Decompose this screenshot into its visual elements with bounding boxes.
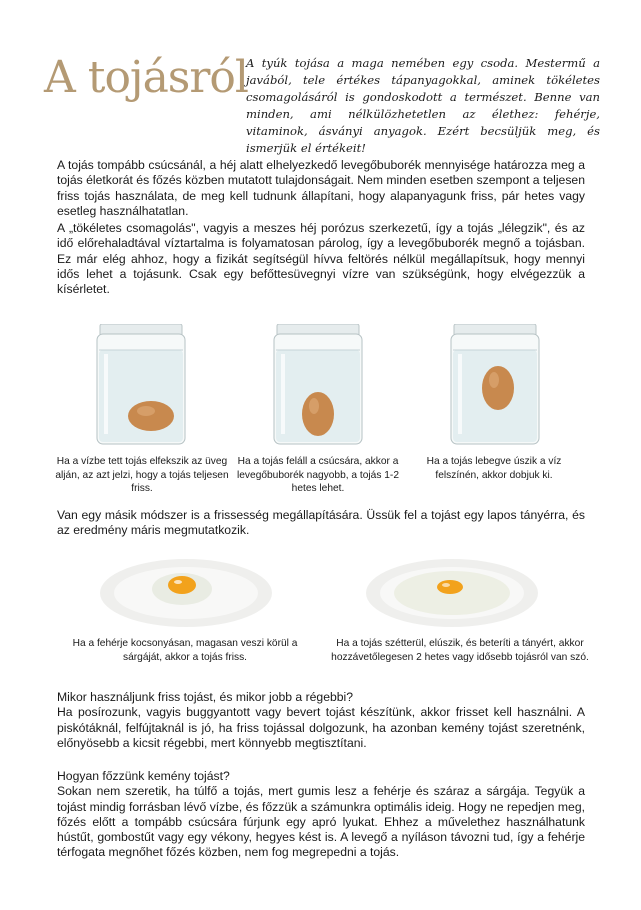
intro-text: A tyúk tojása a maga nemében egy csoda. Mestermű a javából, tele értékes tápanyagokkal, aminek tökéletes csomagolásáról is gondoskodott a természet. Benne van minden, ami nélkülözhetetlen az élethez: fehérje, vitaminok, ásványi anyagok. Ezért becsüljük meg, és ismerjük el értékeit!: [246, 56, 600, 155]
caption-fresh-plate: Ha a fehérje kocsonyásan, magasan veszi körül a sárgáját, akkor a tojás friss.: [72, 638, 298, 663]
answer-text: Sokan nem szeretik, ha túlfő a tojás, mert gumis lesz a fehérje és száraz a sárgája. Tegyük a tojást mindig forrásban lévő vízbe, és főzzük a számunkra optimális ideig. Hogy ne repedjen meg, főzés előtt a tompább csúcsára fúrjunk egy apró lyukat. Ehhez a művelethez használhatunk hústűt, gombostűt vagy egy vékony, hegyes kést is. A levegő a nyíláson távozni tud, így a fehérje térfogata megnőhet főzés közben, nem fog megrepedni a tojás.: [57, 784, 585, 860]
jar-fresh-egg-image: [96, 324, 186, 446]
jar-week-old-egg-image: [273, 324, 363, 446]
plate-old-egg-image: [364, 555, 540, 629]
question-heading: Hogyan főzzünk kemény tojást?: [57, 769, 230, 783]
answer-text: Ha posírozunk, vagyis buggyantott vagy bevert tojást készítünk, akkor frisset kell használni. A piskótáknál, felfújtaknál is jó, ha friss tojással dolgozunk, ha azonban kemény tojást szeretnénk, előnyösebb a kicsit régebbi, mert könnyebb megtisztítani.: [57, 705, 585, 750]
plate-fresh-egg-image: [98, 555, 274, 629]
paragraph-porous-shell: A „tökéletes csomagolás", vagyis a meszes héj porózus szerkezetű, így a tojás „lélegzik", és az idő előrehaladtával víztartalma is folyamatosan párolog, így a levegőbuborék megnő a tojásban. Ez már elég ahhoz, hogy a fizikát segítségül hívva feltörés nélkül megállapítsuk, hogy mennyi idős lehet a tojásunk. Csak egy befőttesüvegnyi vízre van szükségünk, hogy elvégezzük a kísérletet.: [57, 221, 585, 297]
paragraph-air-bubble: A tojás tompább csúcsánál, a héj alatt elhelyezkedő levegőbuborék mennyisége határozza meg a tojás életkorát és főzés közben mutatott tulajdonságait. Nem minden esetben szempont a teljesen friss tojás használata, de meg kell tudnunk állapítani, hogy alapanyagunk friss, pár hetes vagy esetleg használhatatlan.: [57, 158, 585, 218]
paragraph-plate-method: Van egy másik módszer is a frissesség megállapítására. Üssük fel a tojást egy lapos tányérra, és az eredmény máris megmutatkozik.: [57, 508, 585, 538]
section-fresh-or-old: [57, 690, 585, 751]
caption-old-plate: Ha a tojás szétterül, elúszik, és beteríti a tányért, akkor hozzávetőlegesen 2 hetes vagy idősebb tojásról van szó.: [331, 638, 589, 663]
caption-week-old-egg: Ha a tojás feláll a csúcsára, akkor a levegőbuborék nagyobb, a tojás 1-2 hetes lehet.: [237, 456, 399, 494]
caption-fresh-egg: Ha a vízbe tett tojás elfekszik az üveg alján, az azt jelzi, hogy a tojás teljesen friss.: [55, 456, 229, 494]
caption-old-egg: Ha a tojás lebegve úszik a víz felszínén, akkor dobjuk ki.: [426, 456, 562, 481]
section-hard-boiled: [57, 769, 585, 861]
jar-old-egg-image: [450, 324, 540, 446]
page-title: A tojásról: [44, 52, 248, 103]
question-heading: Mikor használjunk friss tojást, és mikor jobb a régebbi?: [57, 690, 354, 704]
